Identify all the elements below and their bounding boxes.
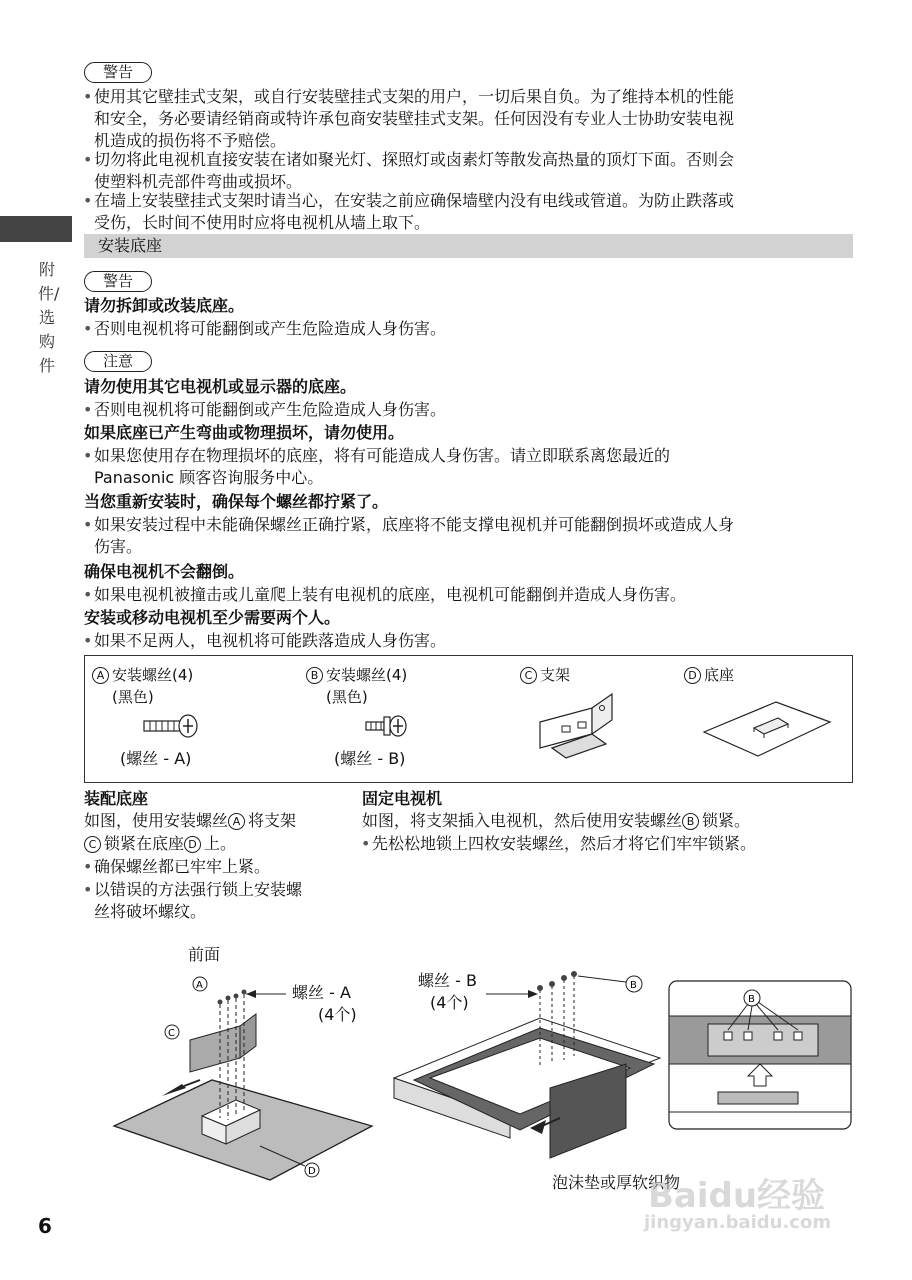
part-d-label [684,664,734,686]
tv-mount-diagram [390,968,670,1188]
base-icon [702,694,832,764]
caution-tag: 注意 [84,351,152,372]
screw-b-icon [362,714,412,738]
fix-heading: 固定电视机 [362,789,443,808]
bracket-icon [532,688,622,764]
assemble-heading: 装配底座 [84,789,149,808]
assemble-mark-c: C [84,836,101,853]
diagram-screw-a-count: (4个) [318,1005,357,1024]
part-b-label [306,664,407,686]
fix-line-1: 如图，将支架插入电视机，然后使用安装螺丝 B 锁紧。 [362,811,751,830]
assemble-line-2: C 锁紧在底座 D 上。 [84,833,236,855]
part-c-mark: C [520,667,537,684]
part-d-mark: D [684,667,701,684]
part-b-color: (黑色) [326,688,368,706]
warning-tag: 警告 [84,62,152,83]
svg-text:D: D [308,1166,316,1177]
warning-bullet-1: • 使用其它壁挂式支架，或自行安装壁挂式支架的用户，一切后果自负。为了维持本机的性能 和安全，务必要请经销商或特许承包商安装壁挂式支架。任何因没有专业人士协助安装电视 机造成的损伤将不予赔偿。 [94,86,734,152]
diagram-pad-label: 泡沫垫或厚软织物 [552,1173,681,1192]
warning-tag-2: 警告 [84,271,152,292]
assemble-line-1: 如图，使用安装螺丝 A 将支架 [84,811,297,830]
caution-text-5: • 如果不足两人，电视机将可能跌落造成人身伤害。 [94,630,446,652]
part-a-color: (黑色) [112,688,154,706]
warning2-heading: 请勿拆卸或改装底座。 [84,296,245,315]
caution-text-3: • 如果安装过程中未能确保螺丝正确拧紧，底座将不能支撑电视机并可能翻倒损坏或造成人身 伤害。 [94,514,734,558]
fix-mark-b: B [682,813,699,830]
caution-heading-1: 请勿使用其它电视机或显示器的底座。 [84,377,357,396]
part-b-caption: (螺丝 - B) [334,749,406,768]
part-c-name: 支架 [540,666,571,684]
section-title: 安装底座 [98,236,163,255]
caution-heading-5: 安装或移动电视机至少需要两个人。 [84,608,341,627]
caution-text-2: • 如果您使用存在物理损坏的底座，将有可能造成人身伤害。请立即联系离您最近的 Panasonic 顾客咨询服务中心。 [94,445,670,489]
warning2-bullet: • 否则电视机将可能翻倒或产生危险造成人身伤害。 [94,318,446,340]
base-assembly-diagram [110,968,400,1198]
diagram-screw-b-label: 螺丝 - B [418,971,477,990]
part-b-name: 安装螺丝(4) [326,666,408,684]
assemble-bullet-2: • 以错误的方法强行锁上安装螺 丝将破坏螺纹。 [94,879,302,923]
fix-bullet: • 先松松地锁上四枚安装螺丝，然后才将它们牢牢锁紧。 [372,833,756,855]
caution-heading-3: 当您重新安装时，确保每个螺丝都拧紧了。 [84,492,389,511]
part-d-name: 底座 [704,666,735,684]
sidebar-label: 附件/选购件 [38,260,60,375]
section-header [84,234,853,258]
part-c-label [520,664,570,686]
watermark-url: jingyan.baidu.com [644,1212,832,1233]
svg-text:B: B [630,980,637,991]
caution-text-1: • 否则电视机将可能翻倒或产生危险造成人身伤害。 [94,399,446,421]
part-a-mark: A [92,667,109,684]
diagram-screw-b-count: (4个) [430,993,469,1012]
assemble-mark-a: A [228,813,245,830]
caution-text-4: • 如果电视机被撞击或儿童爬上装有电视机的底座，电视机可能翻倒并造成人身伤害。 [94,584,686,606]
diagram-screw-a-label: 螺丝 - A [292,983,351,1002]
caution-heading-4: 确保电视机不会翻倒。 [84,562,245,581]
part-a-caption: (螺丝 - A) [120,749,192,768]
svg-text:A: A [196,980,203,991]
assemble-bullet-1: • 确保螺丝都已牢牢上紧。 [94,856,270,878]
caution-heading-2: 如果底座已产生弯曲或物理损坏，请勿使用。 [84,423,405,442]
warning-bullet-3: • 在墙上安装壁挂式支架时请当心，在安装之前应确保墙壁内没有电线或管道。为防止跌落或 受伤，长时间不使用时应将电视机从墙上取下。 [94,190,734,234]
sidebar-tab-marker [0,216,72,242]
part-b-mark: B [306,667,323,684]
screw-a-icon [142,714,202,738]
svg-text:C: C [168,1028,175,1039]
svg-text:B: B [748,994,755,1005]
part-a-label [92,664,193,686]
mount-detail-inset [668,980,852,1130]
warning-bullet-2: • 切勿将此电视机直接安装在诸如聚光灯、探照灯或卤素灯等散发高热量的顶灯下面。否则会 使塑料机壳部件弯曲或损坏。 [94,149,734,193]
assemble-mark-d: D [184,836,201,853]
part-a-name: 安装螺丝(4) [112,666,194,684]
page-number: 6 [38,1214,52,1238]
watermark-logo: Baidu经验 [648,1176,826,1216]
diagram-front-label: 前面 [188,945,221,964]
